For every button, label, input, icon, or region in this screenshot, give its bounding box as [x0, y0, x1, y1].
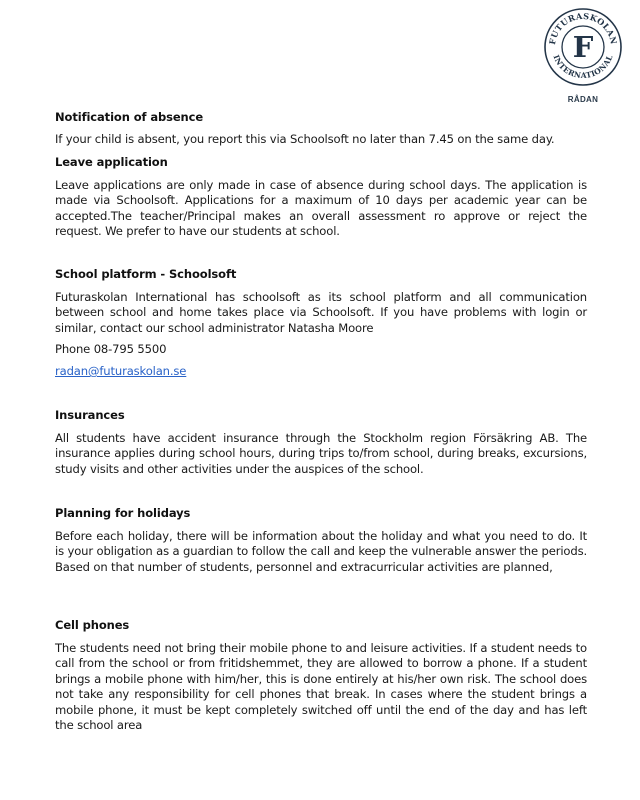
logo-monogram: F	[572, 30, 594, 64]
paragraph-planning-for-holidays: Before each holiday, there will be information about the holiday and what you need to do. It is your obligation as a guardian to follow the call and keep the vulnerable answer the periods. Based on that number of students, personnel and extracurricular activities are planned,	[55, 529, 587, 574]
school-logo	[543, 7, 623, 87]
email-link[interactable]: radan@futuraskolan.se	[55, 364, 187, 378]
heading-school-platform: School platform - Schoolsoft	[55, 267, 237, 281]
paragraph-insurances: All students have accident insurance through the Stockholm region Försäkring AB. The insurance applies during school hours, during trips to/from school, during breaks, excursions, study visits and other activities under the auspices of the school.	[55, 431, 587, 476]
logo-ring-bottom: INTERNATIONAL	[551, 53, 615, 81]
paragraph-leave-application: Leave applications are only made in case of absence during school days. The application is made via Schoolsoft. Applications for a maximum of 10 days per academic year can be accepted.The teacher/Principal makes an overall assessment ro approve or reject the request. We prefer to have our students at school.	[55, 178, 587, 239]
phone-number: Phone 08-795 5500	[55, 342, 167, 356]
heading-cell-phones: Cell phones	[55, 618, 130, 632]
heading-insurances: Insurances	[55, 408, 125, 422]
heading-leave-application: Leave application	[55, 155, 168, 169]
paragraph-cell-phones: The students need not bring their mobile phone to and leisure activities. If a student needs to call from the school or from fritidshemmet, they are allowed to borrow a phone. If a student brings a mobile phone with him/her, this is done entirely at his/her own risk. The school does not take any responsibility for cell phones that break. In cases where the student brings a mobile phone, it must be kept completely switched off until the end of the day and has left the school area	[55, 641, 587, 733]
heading-notification-of-absence: Notification of absence	[55, 110, 204, 124]
paragraph-school-platform: Futuraskolan International has schoolsoft as its school platform and all communication between school and home takes place via Schoolsoft. If you have problems with login or similar, contact our school administrator Natasha Moore	[55, 290, 587, 335]
paragraph-notification: If your child is absent, you report this via Schoolsoft no later than 7.45 on the same day.	[55, 132, 555, 146]
logo-caption: RÅDAN	[567, 95, 599, 104]
logo-ring-top: FUTURASKOLAN	[547, 10, 620, 46]
heading-planning-for-holidays: Planning for holidays	[55, 506, 191, 520]
